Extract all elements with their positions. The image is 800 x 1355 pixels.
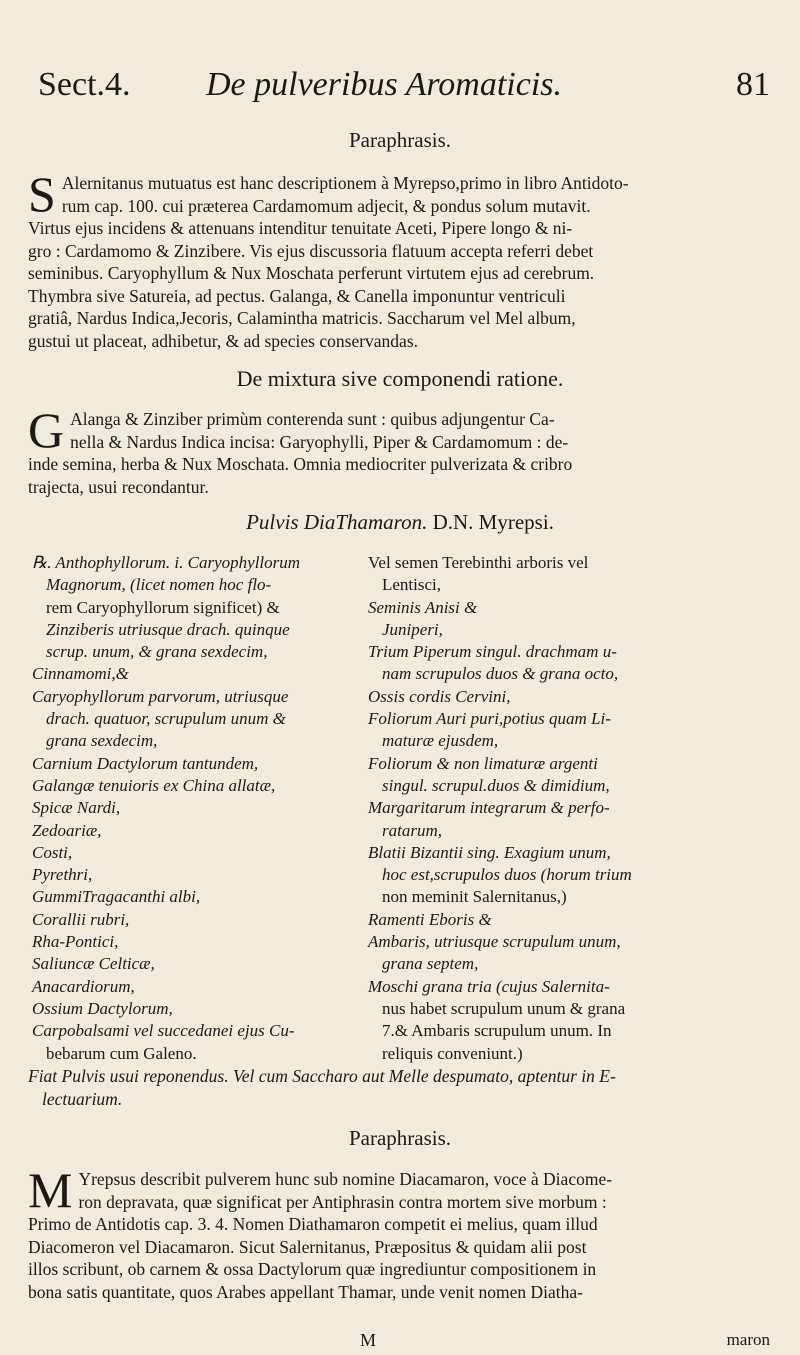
text-line: nella & Nardus Indica incisa: Garyophylli, Piper & Cardamomum : de- [70, 431, 569, 452]
recipe-left-column [32, 552, 362, 1065]
ingredient-line: reliquis conveniunt.) [382, 1043, 523, 1063]
signature-mark: M [360, 1330, 377, 1350]
text-line: Diacomeron vel Diacamaron. Sicut Salernitanus, Præpositus & quidam alii post [28, 1236, 587, 1257]
ingredient-line: Galangæ tenuioris ex China allatæ, [32, 775, 276, 795]
text-line: Alernitanus mutuatus est hanc descriptionem à Myrepso,primo in libro Antidoto- [61, 173, 629, 193]
text-line: Alanga & Zinziber primùm conterenda sunt : quibus adjungentur Ca- [70, 409, 555, 429]
ingredient-line: hoc est,scrupulos duos (horum trium [382, 865, 632, 885]
ingredient-line: Caryophyllorum parvorum, utriusque [32, 686, 289, 706]
ingredient-line: Margaritarum integrarum & perfo- [368, 798, 610, 818]
text-line: Thymbra sive Satureia, ad pectus. Galanga, & Canella imponuntur ventriculi [28, 285, 566, 306]
fiat-instruction [28, 1065, 770, 1110]
ingredient-line: Saliuncæ Celticæ, [32, 954, 155, 974]
ingredient-line: Rha-Pontici, [32, 932, 119, 952]
text-line: Virtus ejus incidens & attenuans intenditur tenuitate Aceti, Pipere longo & ni- [28, 218, 573, 238]
text-line: illos scribunt, ob carnem & ossa Dactylorum quæ ingrediuntur compositionem in [28, 1259, 597, 1279]
dropcap-m: M [28, 1162, 73, 1218]
text-line: seminibus. Caryophyllum & Nux Moschata perferunt virtutem ejus ad cerebrum. [28, 263, 595, 283]
ingredient-line: nam scrupulos duos & grana octo, [382, 664, 619, 684]
dropcap-g: G [28, 402, 65, 458]
ingredient-line: scrup. unum, & grana sexdecim, [46, 642, 268, 662]
paraphrasis-text-2 [28, 1162, 770, 1303]
ingredient-line: Ambaris, utriusque scrupulum unum, [368, 932, 621, 952]
ingredient-line: Zedoariæ, [32, 820, 102, 840]
ingredient-line: Anacardiorum, [32, 976, 135, 996]
ingredient-line: ratarum, [382, 820, 442, 840]
ingredient-line: Juniperi, [382, 619, 443, 639]
ingredient-line: nus habet scrupulum unum & grana [382, 998, 626, 1018]
mixtura-heading: De mixtura sive componendi ratione. [236, 366, 564, 391]
text-line: gro : Cardamomo & Zinzibere. Vis ejus discussoria flatuum accepta referri debet [28, 240, 594, 261]
ingredient-line: Corallii rubri, [32, 909, 130, 929]
ingredient-line: non meminit Salernitanus,) [382, 887, 567, 907]
dropcap-s: S [28, 166, 56, 222]
ingredient-line: maturæ ejusdem, [382, 731, 499, 751]
text-line: Primo de Antidotis cap. 3. 4. Nomen Diathamaron competit ei melius, quam illud [28, 1214, 598, 1234]
ingredient-line: Carnium Dactylorum tantundem, [32, 753, 259, 773]
ingredient-line: bebarum cum Galeno. [46, 1043, 197, 1063]
ingredient-line: Foliorum & non limaturæ argenti [368, 753, 598, 773]
ingredient-line: Zinziberis utriusque drach. quinque [46, 619, 290, 639]
paraphrasis-text-1 [28, 166, 770, 352]
recipe-right-column [368, 552, 770, 1065]
section-label: Sect.4. [38, 66, 131, 103]
catchword: maron [726, 1330, 770, 1349]
ingredient-line: Foliorum Auri puri,potius quam Li- [368, 709, 611, 729]
ingredient-line: Vel semen Terebinthi arboris vel [368, 553, 589, 572]
ingredient-line: Ossium Dactylorum, [32, 998, 173, 1018]
recipe-title-roman: D.N. Myrepsi. [432, 510, 554, 534]
ingredient-line: Trium Piperum singul. drachmam u- [368, 642, 617, 662]
text-line: bona satis quantitate, quos Arabes appellant Thamar, unde venit nomen Diatha- [28, 1281, 583, 1302]
recipe-heading [0, 510, 800, 535]
text-line: lectuarium. [42, 1088, 123, 1109]
ingredient-line: Ramenti Eboris & [368, 909, 492, 929]
ingredient-line: Blatii Bizantii sing. Exagium unum, [368, 842, 611, 862]
paraphrasis-heading-2: Paraphrasis. [348, 1126, 452, 1150]
recipe-title-italic: Pulvis DiaThamaron. [246, 510, 428, 534]
ingredient-line: grana septem, [382, 954, 479, 974]
ingredient-line: Cinnamomi,& [32, 664, 129, 684]
paraphrasis-heading-1: Paraphrasis. [348, 128, 452, 152]
text-line: ron depravata, quæ significat per Antiphrasin contra mortem sive morbum : [78, 1191, 607, 1212]
running-title: De pulveribus Aromaticis. [206, 66, 563, 103]
text-line: trajecta, usui recondantur. [28, 476, 209, 497]
text-line: inde semina, herba & Nux Moschata. Omnia mediocriter pulverizata & cribro [28, 454, 573, 474]
ingredient-line: Pyrethri, [32, 865, 93, 885]
text-line: gratiâ, Nardus Indica,Jecoris, Calamintha matricis. Saccharum vel Mel album, [28, 308, 576, 328]
ingredient-line: Spicæ Nardi, [32, 798, 121, 818]
ingredient-line: Carpobalsami vel succedanei ejus Cu- [32, 1021, 295, 1041]
mixtura-text [28, 402, 770, 498]
ingredient-line: Ossis cordis Cervini, [368, 686, 511, 706]
running-header [38, 62, 770, 112]
ingredient-line: Costi, [32, 842, 73, 862]
text-line: Yrepsus describit pulverem hunc sub nomine Diacamaron, voce à Diacome- [78, 1169, 613, 1189]
text-line: Fiat Pulvis usui reponendus. Vel cum Saccharo aut Melle despumato, aptentur in E- [28, 1066, 616, 1086]
ingredient-line: grana sexdecim, [46, 731, 158, 751]
text-line: gustui ut placeat, adhibetur, & ad species conservandas. [28, 330, 419, 351]
ingredient-line: rem Caryophyllorum significet) & [46, 597, 280, 617]
text-line: rum cap. 100. cui præterea Cardamomum adjecit, & pondus solum mutavit. [61, 195, 591, 216]
ingredient-line: singul. scrupul.duos & dimidium, [382, 775, 610, 795]
ingredient-line: Lentisci, [382, 575, 442, 595]
ingredient-line: 7.& Ambaris scrupulum unum. In [382, 1021, 612, 1041]
ingredient-line: drach. quatuor, scrupulum unum & [46, 709, 286, 729]
ingredient-line: GummiTragacanthi albi, [32, 887, 201, 907]
ingredient-line: Seminis Anisi & [368, 597, 478, 617]
ingredient-line: Magnorum, (licet nomen hoc flo- [46, 575, 272, 595]
ingredient-line: ℞. Anthophyllorum. i. Caryophyllorum [32, 553, 301, 572]
page-number: 81 [736, 66, 770, 103]
ingredient-line: Moschi grana tria (cujus Salernita- [368, 976, 610, 996]
